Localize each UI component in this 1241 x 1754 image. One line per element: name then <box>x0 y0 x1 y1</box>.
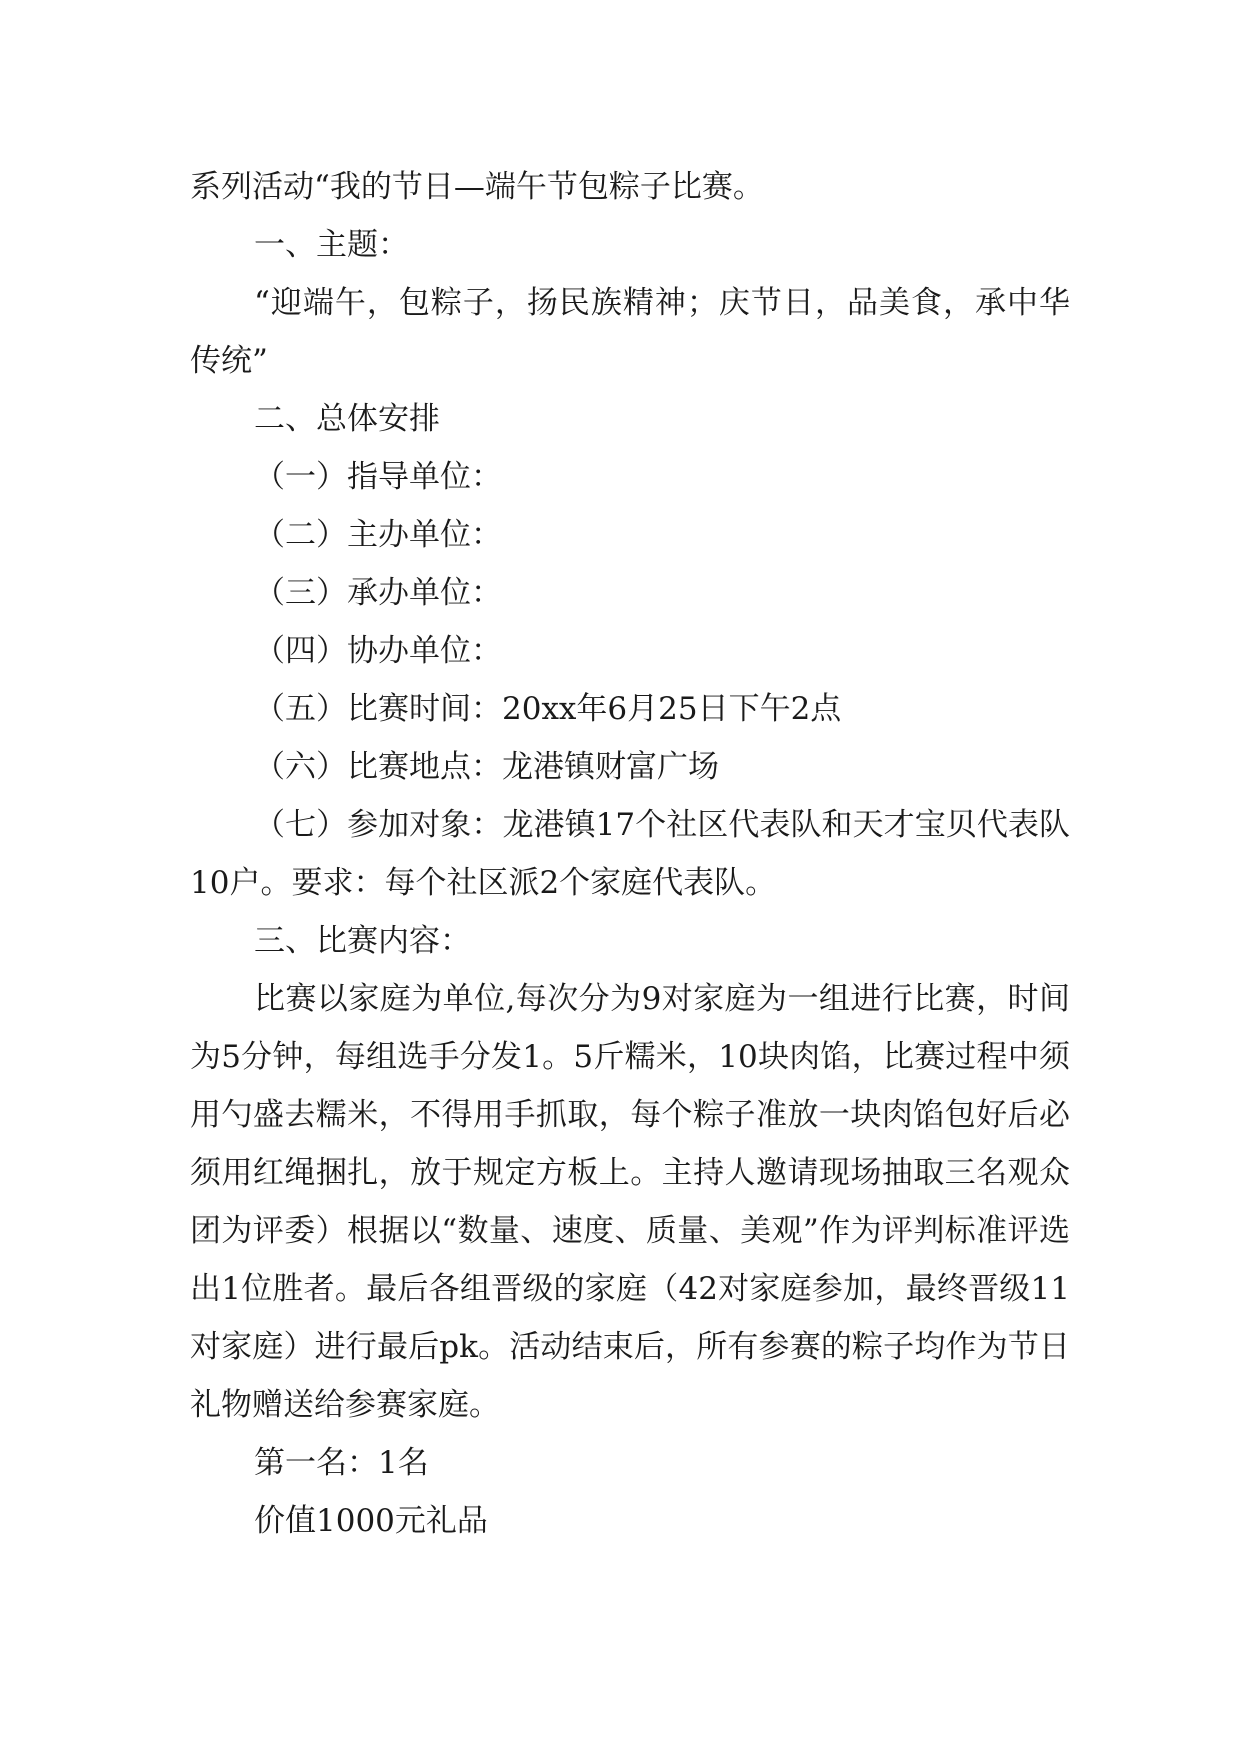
paragraph-theme-slogan: “迎端午，包粽子，扬民族精神；庆节日，品美食，承中华传统” <box>190 285 1070 379</box>
paragraph-competition-rules: 比赛以家庭为单位,每次分为9对家庭为一组进行比赛，时间为5分钟，每组选手分发1。5斤糯米，10块肉馅，比赛过程中须用勺盛去糯米，不得用手抓取，每个粽子准放一块肉馅包好后必须用红绳捆扎，放于规定方板上。主持人邀请现场抽取三名观众团为评委）根据以“数量、速度、质量、美观”作为评判标准评选出1位胜者。最后各组晋级的家庭（42对家庭参加，最终晋级11对家庭）进行最后pk。活动结束后，所有参赛的粽子均作为节日礼物赠送给参赛家庭。 <box>190 981 1070 1423</box>
item-participants: （七）参加对象：龙港镇17个社区代表队和天才宝贝代表队10户。要求：每个社区派2个家庭代表队。 <box>190 807 1070 901</box>
item-co-organizer-unit: （四）协办单位： <box>254 633 502 669</box>
heading-overall-arrangement: 二、总体安排 <box>254 401 440 437</box>
item-guiding-unit: （一）指导单位： <box>254 459 502 495</box>
paragraph-series-intro: 系列活动“我的节日—端午节包粽子比赛。 <box>190 169 764 205</box>
item-host-unit: （二）主办单位： <box>254 517 502 553</box>
item-competition-venue: （六）比赛地点：龙港镇财富广场 <box>254 749 719 785</box>
item-organizer-unit: （三）承办单位： <box>254 575 502 611</box>
item-competition-time: （五）比赛时间：20xx年6月25日下午2点 <box>254 691 842 727</box>
heading-competition-content: 三、比赛内容： <box>254 923 471 959</box>
prize-first-value: 价值1000元礼品 <box>254 1503 488 1539</box>
prize-first-place: 第一名：1名 <box>254 1445 429 1481</box>
document-body <box>190 158 1070 1550</box>
heading-theme: 一、主题： <box>254 227 409 263</box>
